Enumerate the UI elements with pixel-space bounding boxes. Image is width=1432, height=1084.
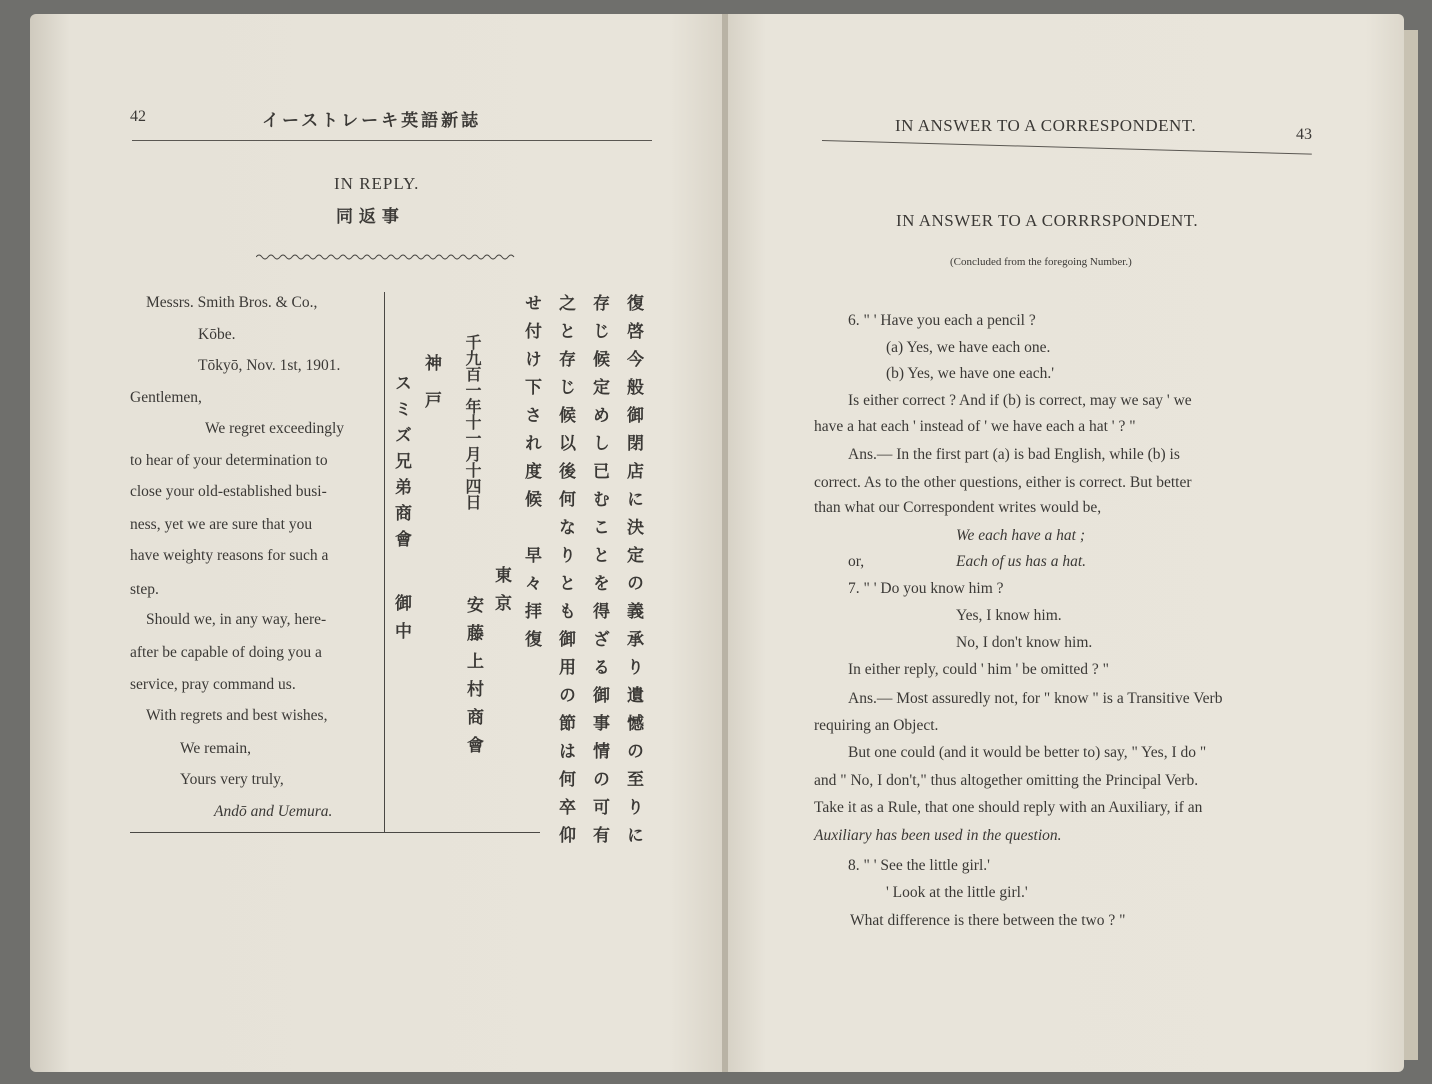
article-line: correct. As to the other questions, either is correct. But better — [814, 474, 1192, 491]
article-line: Is either correct ? And if (b) is correct, may we say ' we — [848, 392, 1192, 409]
left-page — [30, 14, 724, 1072]
letter-line: We regret exceedingly — [205, 420, 345, 437]
letter-line: Yours very truly, — [180, 771, 284, 788]
letter-salutation: Gentlemen, — [130, 389, 202, 406]
article-line: But one could (and it would be better to) say, " Yes, I do " — [848, 744, 1207, 761]
article-line: In either reply, could ' him ' be omitted ? " — [848, 661, 1109, 678]
jp-letter-column: 御中 — [391, 594, 411, 650]
jp-letter-column: 千九百一年十一月十四日 — [463, 334, 482, 510]
column-bottom-rule-en — [130, 832, 384, 833]
article-line: 7. " ' Do you know him ? — [848, 580, 1004, 597]
letter-line: close your old-established busi- — [130, 483, 327, 500]
article-title: IN ANSWER TO A CORRRSPONDENT. — [896, 211, 1199, 230]
letter-signature: Andō and Uemura. — [214, 803, 333, 820]
page-edges — [1404, 30, 1418, 1060]
wavy-divider — [256, 252, 516, 262]
article-line: No, I don't know him. — [956, 634, 1093, 651]
letter-line: ness, yet we are sure that you — [130, 516, 313, 533]
article-line: or, — [848, 553, 865, 570]
article-line: Take it as a Rule, that one should reply with an Auxiliary, if an — [814, 799, 1203, 816]
article-line: Auxiliary has been used in the question. — [814, 827, 1062, 844]
article-line: and " No, I don't," thus altogether omitting the Principal Verb. — [814, 772, 1199, 789]
article-line: What difference is there between the two ? " — [850, 912, 1126, 929]
article-line: Yes, I know him. — [956, 607, 1062, 624]
article-line: (a) Yes, we have each one. — [886, 339, 1051, 356]
letter-line: We remain, — [180, 740, 252, 757]
jp-letter-column: 復啓今般御閉店に決定の義承り遺憾の至りに — [623, 294, 643, 854]
article-line: requiring an Object. — [814, 717, 939, 734]
article-line: have a hat each ' instead of ' we have each a hat ' ? " — [814, 418, 1136, 435]
page-number-right: 43 — [1296, 126, 1312, 143]
jp-letter-column: 東京 — [491, 566, 511, 622]
article-line: Each of us has a hat. — [956, 553, 1087, 570]
column-divider — [384, 292, 385, 832]
jp-letter-column: スミズ兄弟商會 — [391, 374, 411, 556]
column-bottom-rule-jp — [384, 832, 540, 833]
article-line: 8. " ' See the little girl.' — [848, 857, 990, 874]
article-line: ' Look at the little girl.' — [886, 884, 1028, 901]
jp-letter-column: 神戸 — [421, 354, 441, 428]
jp-letter-column: せ付け下され度候 早々拝復 — [521, 294, 541, 658]
article-line: (b) Yes, we have one each.' — [886, 365, 1055, 382]
letter-line: have weighty reasons for such a — [130, 547, 329, 564]
letter-line: Should we, in any way, here- — [146, 611, 327, 628]
section-title: IN REPLY. — [334, 174, 420, 193]
letter-line: to hear of your determination to — [130, 452, 328, 469]
letter-addressee: Messrs. Smith Bros. & Co., — [146, 294, 318, 311]
article-line: Ans.— In the first part (a) is bad English, while (b) is — [848, 446, 1180, 463]
article-line: 6. " ' Have you each a pencil ? — [848, 312, 1036, 329]
jp-letter-column: 安藤上村商會 — [463, 596, 483, 764]
letter-line: With regrets and best wishes, — [146, 707, 328, 724]
article-line: Ans.— Most assuredly not, for " know " is a Transitive Verb — [848, 690, 1223, 707]
letter-line: after be capable of doing you a — [130, 644, 322, 661]
letter-date: Tōkyō, Nov. 1st, 1901. — [198, 357, 341, 374]
page-number-left: 42 — [130, 108, 146, 125]
jp-letter-column: 之と存じ候以後何なりとも御用の節は何卒仰 — [555, 294, 575, 854]
letter-city: Kōbe. — [198, 326, 236, 343]
article-line: We each have a hat ; — [956, 527, 1085, 544]
letter-line: service, pray command us. — [130, 676, 296, 693]
book-spine — [722, 14, 728, 1072]
letter-line: step. — [130, 581, 159, 598]
article-subtitle: (Concluded from the foregoing Number.) — [950, 256, 1132, 268]
article-line: than what our Correspondent writes would be, — [814, 499, 1102, 516]
section-title-japanese: 同 返 事 — [336, 207, 399, 227]
header-rule-left — [132, 140, 652, 141]
running-header-right: IN ANSWER TO A CORRESPONDENT. — [895, 116, 1197, 135]
running-header-left: イーストレーキ英語新誌 — [262, 111, 482, 131]
jp-letter-column: 存じ候定めし已むことを得ざる御事情の可有 — [589, 294, 609, 854]
